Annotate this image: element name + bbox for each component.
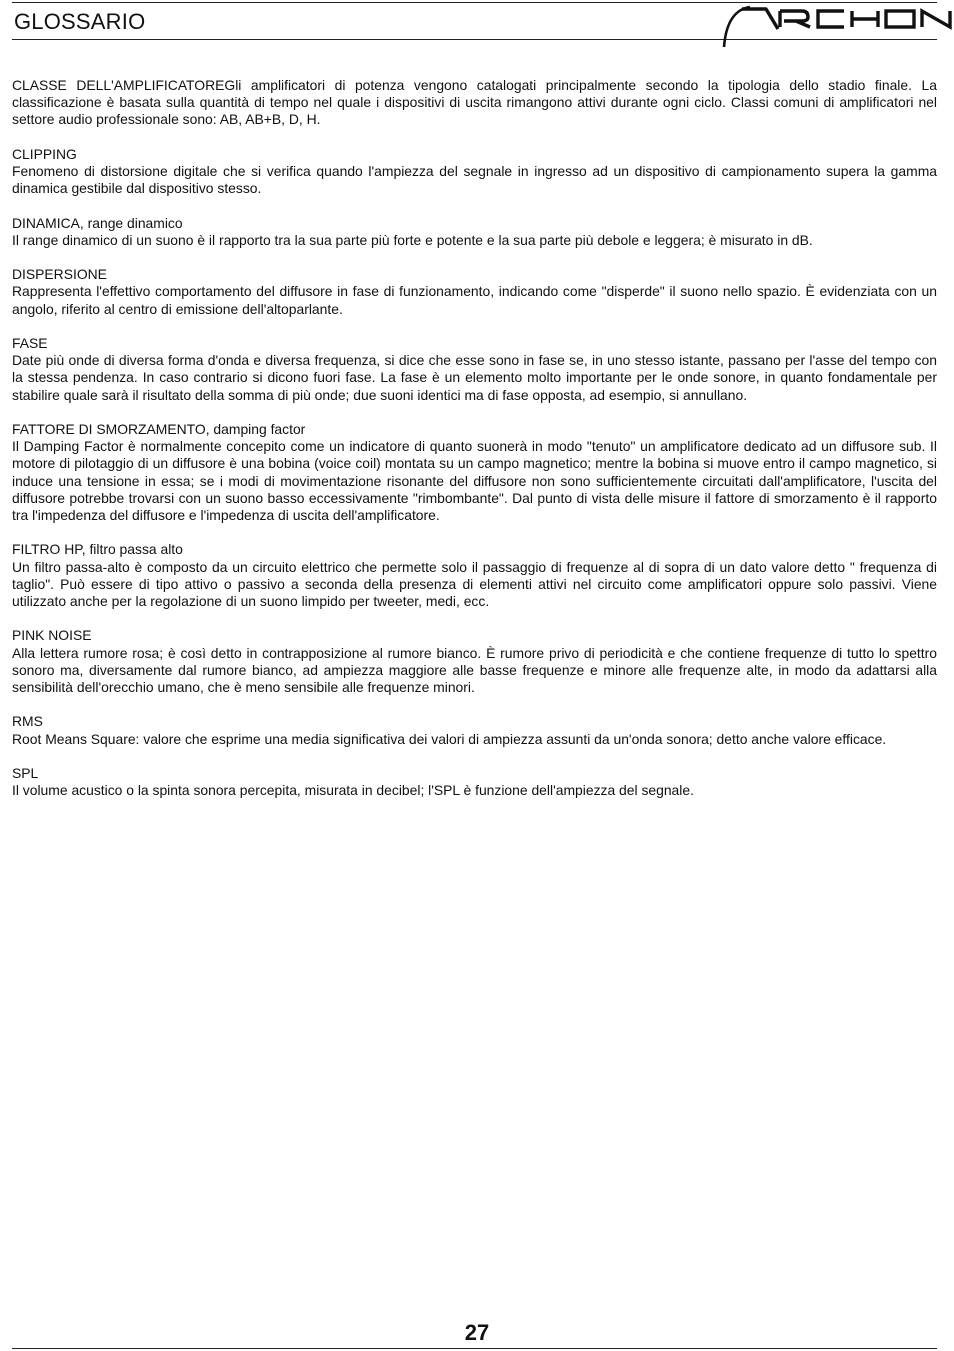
glossary-entry-pink-noise bbox=[12, 627, 937, 696]
glossary-content bbox=[12, 77, 937, 817]
entry-definition: Il range dinamico di un suono è il rapporto tra la sua parte più forte e potente e la sua parte più debole e leggera; è misurato in dB. bbox=[12, 231, 813, 248]
entry-definition: Fenomeno di distorsione digitale che si verifica quando l'ampiezza del segnale in ingresso ad un dispositivo di campionamento supera la gamma dinamica gestibile dal dispositivo stesso. bbox=[12, 163, 937, 197]
glossary-entry-rms bbox=[12, 713, 937, 747]
entry-term: CLASSE DELL'AMPLIFICATORE bbox=[12, 77, 225, 93]
entry-definition: Rappresenta l'effettivo comportamento del diffusore in fase di funzionamento, indicando come "disperde" il suono nello spazio. È evidenziata con un angolo, riferito al centro di emissione dell'altoparlante. bbox=[12, 283, 937, 317]
entry-term: FILTRO HP, filtro passa alto bbox=[12, 541, 183, 558]
archon-logo bbox=[722, 3, 954, 49]
footer-divider bbox=[12, 1348, 937, 1349]
entry-definition: Un filtro passa-alto è composto da un circuito elettrico che permette solo il passaggio di frequenze al di sopra di un dato valore detto " frequenza di taglio". Può essere di tipo attivo o passivo a seconda della presenza di elementi attivi nel circuito come amplificatori oppure solo passivi. Viene utilizzato anche per la regolazione di un suono limpido per tweeter, medi, ecc. bbox=[12, 558, 937, 609]
glossary-entry-spl bbox=[12, 765, 937, 799]
glossary-entry-fase bbox=[12, 335, 937, 404]
glossary-entry-dinamica bbox=[12, 215, 937, 249]
entry-definition: Alla lettera rumore rosa; è così detto in contrapposizione al rumore bianco. È rumore privo di periodicità e che contiene frequenze di tutto lo spettro sonoro ma, diversamente dal rumore bianco, ad ampiezza maggiore alle basse frequenze e minore alle frequenze alte, in modo da adattarsi alla sensibilità dell'orecchio umano, che è meno sensibile alle frequenze minori. bbox=[12, 644, 937, 695]
glossary-entry-classe bbox=[12, 77, 937, 129]
entry-definition: Il volume acustico o la spinta sonora percepita, misurata in decibel; l'SPL è funzione dell'ampiezza del segnale. bbox=[12, 782, 694, 799]
entry-term: RMS bbox=[12, 713, 43, 730]
glossary-entry-clipping bbox=[12, 146, 937, 198]
glossary-entry-filtro-hp bbox=[12, 541, 937, 610]
entry-definition: Root Means Square: valore che esprime una media significativa dei valori di ampiezza assunti da un'onda sonora; detto anche valore efficace. bbox=[12, 730, 887, 747]
glossary-entry-fattore-smorzamento bbox=[12, 421, 937, 524]
entry-term: DISPERSIONE bbox=[12, 266, 107, 283]
entry-term: SPL bbox=[12, 764, 39, 781]
page-number: 27 bbox=[464, 1320, 490, 1345]
entry-definition: Date più onde di diversa forma d'onda e diversa frequenza, si dice che esse sono in fase se, in uno stesso istante, passano per l'asse del tempo con la stessa pendenza. In caso contrario si dicono fuori fase. La fase è un elemento molto importante per le onde sonore, in quanto fondamentale per stabilire quale sarà il risultato della somma di più onde; due suoni identici ma di fase opposta, ad esempio, si annullano. bbox=[12, 352, 937, 403]
entry-term: FASE bbox=[12, 334, 48, 351]
entry-definition: Il Damping Factor è normalmente concepito come un indicatore di quanto suonerà in modo "tenuto" un amplificatore dedicato ad un diffusore sub. Il motore di pilotaggio di un diffusore è una bobina (voice coil) montata su un campo magnetico; mentre la bobina si muove entro il campo magnetico, si induce una tensione in essa; se i modi di movimentazione risonante del diffusore non sono sufficientemente circuitati dall'amplificatore, l'uscita del diffusore potrebbe trovarsi con un suono basso eccessivamente "rimbombante". Dal punto di vista delle misure il fattore di smorzamento è il rapporto tra l'impedenza del diffusore e l'impedenza di uscita dell'amplificatore. bbox=[12, 438, 937, 523]
glossary-entry-dispersione bbox=[12, 266, 937, 318]
page-title: GLOSSARIO bbox=[14, 9, 146, 34]
entry-term: CLIPPING bbox=[12, 145, 77, 162]
entry-term: FATTORE DI SMORZAMENTO, damping factor bbox=[12, 420, 306, 437]
entry-definition: Gli amplificatori di potenza vengono catalogati principalmente secondo la tipologia dello stadio finale. La classificazione è basata sulla quantità di tempo nel quale i dispositivi di uscita rimangono attivi durante ogni ciclo. Classi comuni di amplificatori nel settore audio professionale sono: AB, AB+B, D, H. bbox=[12, 77, 937, 128]
entry-term: PINK NOISE bbox=[12, 627, 92, 644]
entry-term: DINAMICA, range dinamico bbox=[12, 214, 183, 231]
